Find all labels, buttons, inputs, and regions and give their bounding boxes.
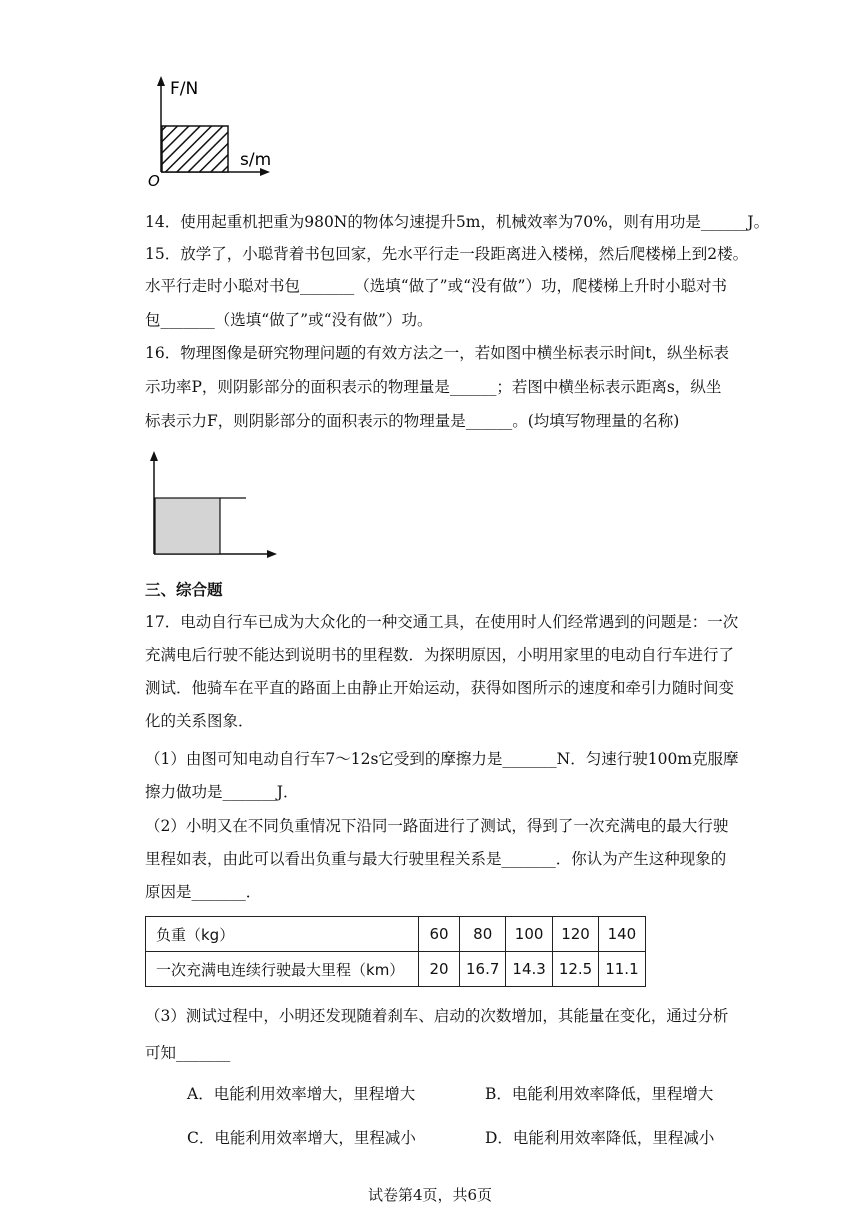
question-17-part-2-line-2: 里程如表，由此可以看出负重与最大行驶里程关系是_______．你认为产生这种现象的 xyxy=(145,850,727,868)
table-row-header: 负重（kg） xyxy=(146,917,419,952)
table-cell: 140 xyxy=(599,917,645,952)
force-distance-graph xyxy=(140,72,290,190)
table-row xyxy=(146,952,646,987)
table-row xyxy=(146,917,646,952)
option-a: A．电能利用效率增大，里程增大 xyxy=(187,1085,416,1103)
section-title: 三、综合题 xyxy=(145,580,223,599)
question-14: 14．使用起重机把重为980N的物体匀速提升5m，机械效率为70%，则有用功是______J。 xyxy=(145,213,770,231)
shaded-area xyxy=(155,498,220,554)
question-16-line-1: 16．物理图像是研究物理问题的有效方法之一，若如图中横坐标表示时间t，纵坐标表 xyxy=(145,344,729,362)
question-17-part-1-line-2: 擦力做功是_______J． xyxy=(145,783,299,801)
table-cell: 120 xyxy=(552,917,598,952)
x-axis-label: s/m xyxy=(240,150,272,170)
table-cell: 14.3 xyxy=(506,952,552,987)
question-17-part-2-line-1: （2）小明又在不同负重情况下沿同一路面进行了测试，得到了一次充满电的最大行驶 xyxy=(145,817,729,835)
y-axis-label: F/N xyxy=(170,79,199,99)
table-cell: 80 xyxy=(460,917,506,952)
question-16-line-2: 示功率P，则阴影部分的面积表示的物理量是______；若图中横坐标表示距离s，纵坐 xyxy=(145,378,722,396)
question-17-line-1: 17．电动自行车已成为大众化的一种交通工具，在使用时人们经常遇到的问题是：一次 xyxy=(145,613,739,631)
table-cell: 60 xyxy=(419,917,460,952)
question-15-line-3: 包_______（选填“做了”或“没有做”）功。 xyxy=(145,311,433,329)
y-axis-arrow xyxy=(150,451,158,461)
table-cell: 100 xyxy=(506,917,552,952)
question-17-line-3: 测试．他骑车在平直的路面上由静止开始运动，获得如图所示的速度和牵引力随时间变 xyxy=(145,679,735,697)
table-cell: 16.7 xyxy=(460,952,506,987)
y-axis-arrow xyxy=(157,76,165,86)
table-cell: 20 xyxy=(419,952,460,987)
question-17-part-3-line-1: （3）测试过程中，小明还发现随着刹车、启动的次数增加，其能量在变化，通过分析 xyxy=(145,1007,729,1025)
option-d: D．电能利用效率降低，里程减小 xyxy=(485,1129,715,1147)
question-15-line-1: 15．放学了，小聪背着书包回家，先水平行走一段距离进入楼梯，然后爬楼梯上到2楼。 xyxy=(145,245,749,263)
question-17-part-3-line-2: 可知_______ xyxy=(145,1044,231,1062)
question-15-line-2: 水平行走时小聪对书包_______（选填“做了”或“没有做”）功，爬楼梯上升时小聪对书 xyxy=(145,277,727,295)
page-footer: 试卷第4页，共6页 xyxy=(367,1186,493,1204)
table-row-header: 一次充满电连续行驶最大里程（km） xyxy=(146,952,419,987)
table-cell: 12.5 xyxy=(552,952,598,987)
question-17-part-1-line-1: （1）由图可知电动自行车7～12s它受到的摩擦力是_______N．匀速行驶100m克服摩 xyxy=(145,750,739,768)
option-b: B．电能利用效率降低，里程增大 xyxy=(485,1085,714,1103)
question-17-line-4: 化的关系图象． xyxy=(145,712,254,730)
question-17-part-2-line-3: 原因是_______． xyxy=(145,883,262,901)
origin-label: O xyxy=(148,172,160,190)
question-16-line-3: 标表示力F，则阴影部分的面积表示的物理量是______。(均填写物理量的名称) xyxy=(145,412,680,430)
table-cell: 11.1 xyxy=(599,952,645,987)
option-c: C．电能利用效率增大，里程减小 xyxy=(187,1129,416,1147)
shaded-work-area xyxy=(162,126,228,172)
shaded-area-graph xyxy=(140,448,285,563)
question-17-line-2: 充满电后行驶不能达到说明书的里程数．为探明原因，小明用家里的电动自行车进行了 xyxy=(145,646,735,664)
x-axis-arrow xyxy=(267,550,277,558)
load-range-table xyxy=(145,916,646,987)
